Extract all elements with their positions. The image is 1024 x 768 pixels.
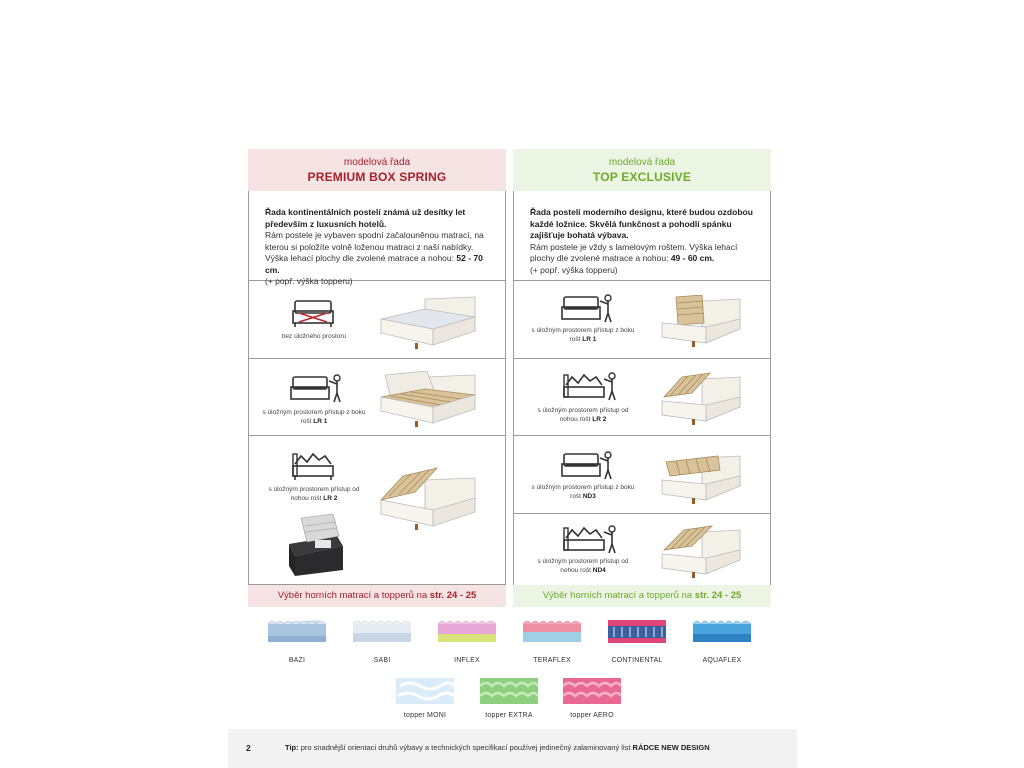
bed-variant-row <box>248 359 506 436</box>
mattress-selection-note: Výběr horních matrací a topperů na str. 24 - 25 <box>513 585 771 607</box>
premium-box-spring-column <box>248 149 506 585</box>
series-label: modelová řada <box>343 157 411 168</box>
page-number: 2 <box>246 743 251 753</box>
mattress-teraflex: TERAFLEX <box>521 618 583 664</box>
series-name: TOP EXCLUSIVE <box>592 170 692 184</box>
mattress-image <box>606 618 668 648</box>
topper-aero: topper AERO <box>561 676 623 719</box>
bed-variant-row <box>513 436 771 514</box>
bed-variant-row <box>248 436 506 585</box>
bed-foot-lift-image <box>658 524 742 582</box>
bed-variant-row <box>513 514 771 586</box>
mattress-selection-note: Výběr horních matrací a topperů na str. 24 - 25 <box>248 585 506 607</box>
mattress-image <box>691 618 753 648</box>
description-note: (+ popř. výška topperu) <box>265 276 353 286</box>
foot-access-bed-icon <box>562 524 620 556</box>
variant-caption: s úložným prostorem přístup z boku rošt ND3 <box>531 484 635 500</box>
description-height: 49 - 60 cm. <box>670 253 715 263</box>
mattress-aquaflex: AQUAFLEX <box>691 618 753 664</box>
topper-extra: topper EXTRA <box>478 676 540 719</box>
column-header <box>248 149 506 191</box>
series-name: PREMIUM BOX SPRING <box>307 170 447 184</box>
bed-variant-row <box>513 359 771 436</box>
foot-access-bed-icon <box>562 371 620 403</box>
mattress-image <box>266 618 328 648</box>
topper-image <box>478 676 540 708</box>
description-body: Rám postele je vybaven spodní začalouněnou matrací, na kterou si položíte volně loženou matraci z naší nabídky. Výška lehací plochy dle zvolené matrace a nohou: <box>265 230 484 263</box>
side-access-bed-icon <box>560 293 616 325</box>
mattress-inflex: INFLEX <box>436 618 498 664</box>
bed-foot-lift-image <box>377 466 477 534</box>
variant-caption: s úložným prostorem přístup z boku rošt LR 1 <box>262 409 366 425</box>
side-access-bed-icon <box>289 373 345 405</box>
bed-side-lift-image <box>377 371 477 431</box>
topper-image <box>394 676 456 708</box>
description-body: Rám postele je vždy s lamelovým roštem. Výška lehací plochy dle zvolené matrace a nohou: <box>530 241 738 263</box>
column-header <box>513 149 771 191</box>
variant-caption: s úložným prostorem přístup od nohou rošt LR 2 <box>268 486 360 502</box>
bed-side-lift-image <box>658 295 742 351</box>
variant-caption: s úložným prostorem přístup od nohou rošt LR 2 <box>537 407 629 423</box>
description-lead: Řada postelí moderního designu, které budou ozdobou každé ložnice. Skvělá funkčnost a pohodlí spánku zajišťuje bohatá výbava. <box>530 207 753 240</box>
foot-access-bed-icon <box>291 450 337 482</box>
variant-caption: s úložným prostorem přístup od nohou rošt ND4 <box>537 558 629 574</box>
no-storage-bed-icon <box>291 297 335 329</box>
variant-caption: s úložným prostorem přístup z boku rošt LR 1 <box>531 327 635 343</box>
bed-side-lift-image <box>658 450 742 508</box>
variant-caption: bez úložného prostoru <box>281 333 347 340</box>
side-access-bed-icon <box>560 450 616 482</box>
bed-closed-image <box>377 295 477 353</box>
bed-foot-lift-image <box>658 371 742 429</box>
description-note: (+ popř. výška topperu) <box>530 264 618 275</box>
mattress-bazi: BAZI <box>266 618 328 664</box>
topper-moni: topper MONI <box>394 676 456 719</box>
footer-tip: Tip: pro snadnější orientaci druhů výbavy a technických specifikací používej jedinečný zalaminovaný list RÁDCE NEW DESIGN <box>285 743 710 752</box>
series-description <box>248 191 506 286</box>
series-description <box>513 191 771 281</box>
mattress-image <box>521 618 583 648</box>
mattress-continental: CONTINENTAL <box>606 618 668 664</box>
description-lead: Řada kontinentálních postelí známá už desítky let především z luxusních hotelů. <box>265 207 466 229</box>
page-footer <box>228 729 797 768</box>
mattress-sabi: SABI <box>351 618 413 664</box>
topper-image <box>561 676 623 708</box>
boxspring-photo <box>287 514 345 578</box>
bed-variant-row <box>248 281 506 359</box>
mattress-image <box>351 618 413 648</box>
mattress-image <box>436 618 498 648</box>
series-label: modelová řada <box>608 157 676 168</box>
bed-variant-row <box>513 281 771 359</box>
top-exclusive-column <box>513 149 771 586</box>
description-height: 52 - 70 cm. <box>265 253 483 275</box>
